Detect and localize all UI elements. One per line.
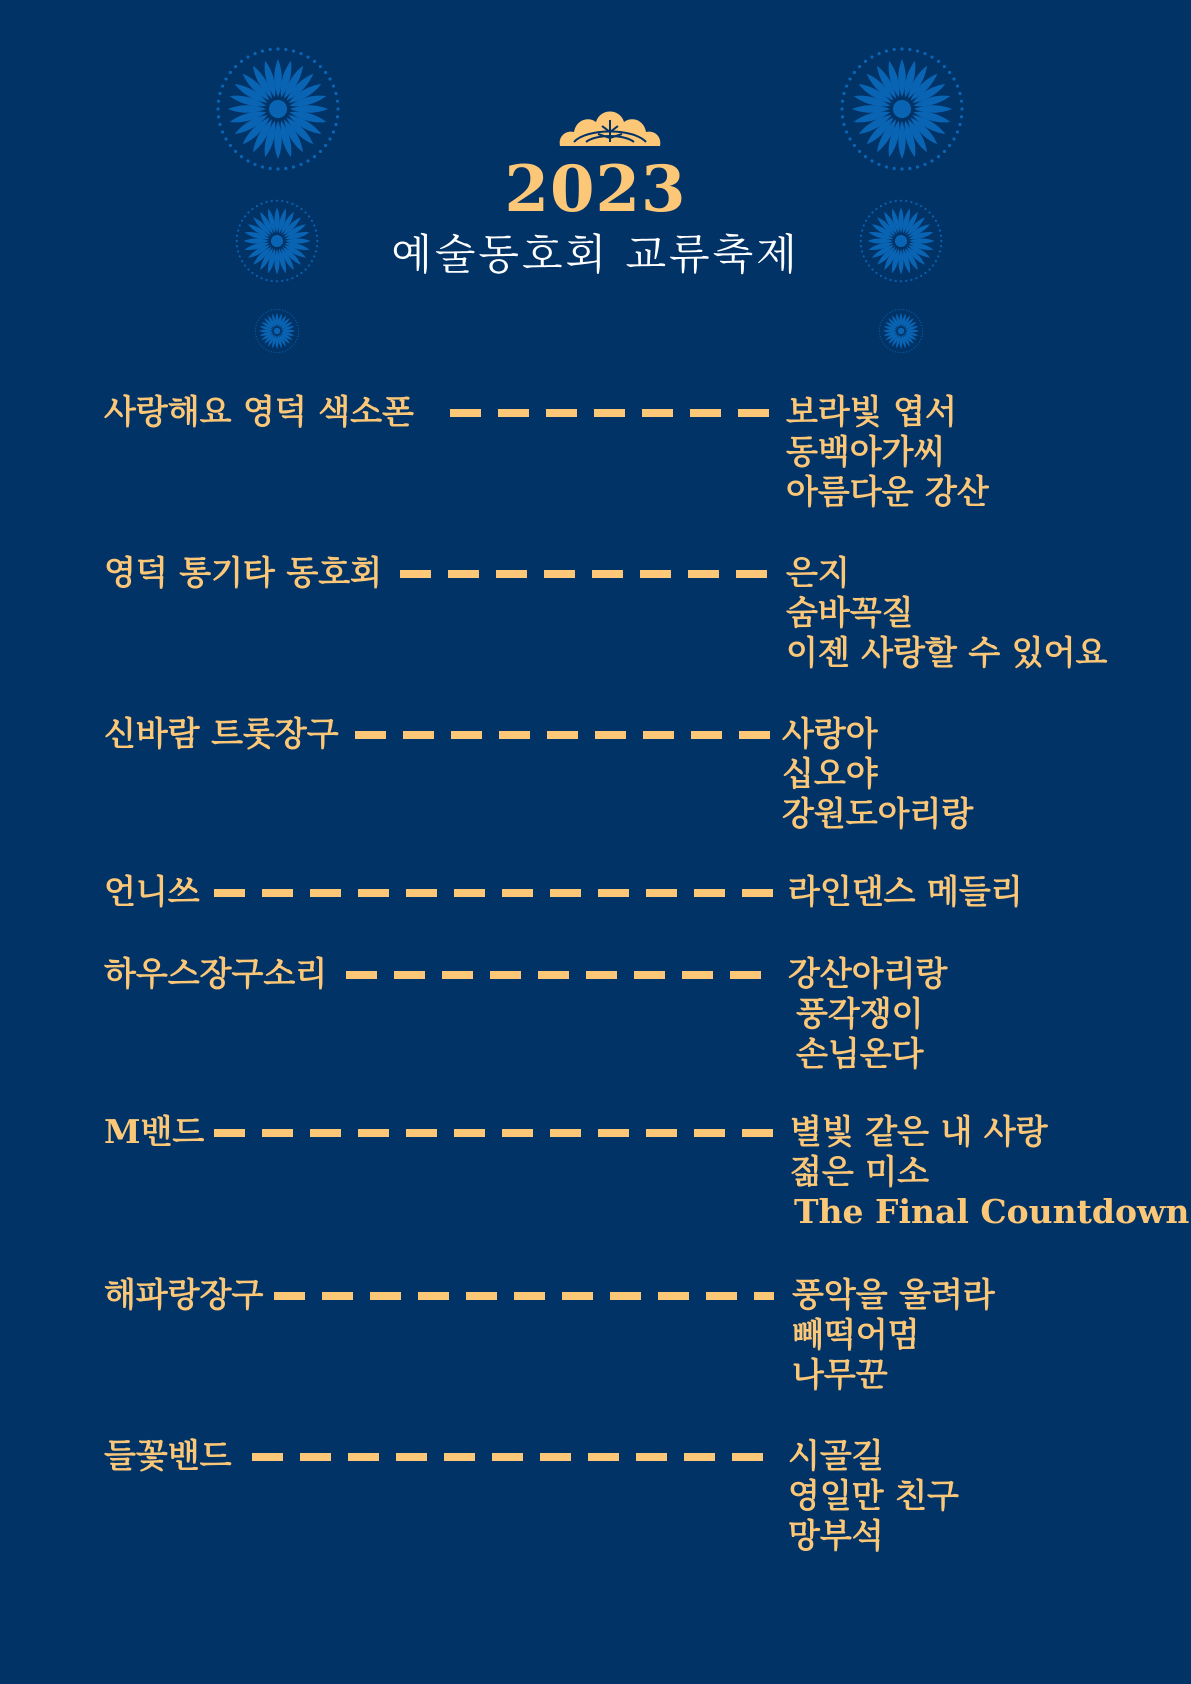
dashed-leader xyxy=(252,1453,770,1461)
song-title: 강산아리랑 xyxy=(788,954,948,993)
song-title: 동백아가씨 xyxy=(786,432,946,471)
song-list xyxy=(782,714,973,834)
team-name: 언니쓰 xyxy=(104,872,200,911)
song-title: 은지 xyxy=(786,553,850,592)
dashed-leader xyxy=(274,1292,774,1300)
song-title: 나무꾼 xyxy=(792,1355,888,1394)
song-title: 빼떡어멈 xyxy=(792,1315,920,1354)
team-name: 들꽃밴드 xyxy=(104,1436,232,1475)
team-name: M밴드 xyxy=(104,1112,205,1151)
team-name: 영덕 통기타 동호회 xyxy=(104,553,383,592)
song-list xyxy=(788,872,1023,912)
song-list xyxy=(788,954,947,1074)
dashed-leader xyxy=(346,971,770,979)
team-name: 해파랑장구 xyxy=(104,1275,264,1314)
song-title: 이젠 사랑할 수 있어요 xyxy=(786,633,1108,672)
song-title: 망부석 xyxy=(788,1516,884,1555)
dashed-leader xyxy=(355,731,770,739)
song-title: 보라빛 엽서 xyxy=(786,392,957,431)
team-name: 하우스장구소리 xyxy=(104,954,328,993)
dashed-leader xyxy=(450,409,770,417)
song-list xyxy=(786,392,989,512)
song-title: 손님온다 xyxy=(796,1034,924,1073)
team-name: 사랑해요 영덕 색소폰 xyxy=(104,392,414,431)
song-list xyxy=(790,1112,1189,1232)
dashed-leader xyxy=(400,570,770,578)
song-title: 라인댄스 메들리 xyxy=(788,872,1023,911)
song-title: 사랑아 xyxy=(782,714,878,753)
dashed-leader xyxy=(214,889,774,897)
dashed-leader xyxy=(214,1129,774,1137)
event-title: 예술동호회 교류축제 xyxy=(391,230,800,279)
song-list xyxy=(792,1275,995,1395)
song-title: 풍악을 울려라 xyxy=(792,1275,995,1314)
song-title: 숨바꼭질 xyxy=(786,593,914,632)
song-title: 풍각쟁이 xyxy=(796,994,924,1033)
song-title: 시골길 xyxy=(788,1436,884,1475)
event-year: 2023 xyxy=(504,152,687,227)
song-title: The Final Countdown xyxy=(794,1192,1190,1231)
team-name: 신바람 트롯장구 xyxy=(104,714,339,753)
song-title: 십오야 xyxy=(782,754,878,793)
song-title: 아름다운 강산 xyxy=(786,472,989,511)
song-list xyxy=(786,553,1107,673)
song-title: 강원도아리랑 xyxy=(782,794,974,833)
song-title: 영일만 친구 xyxy=(788,1476,959,1515)
song-list xyxy=(788,1436,959,1556)
song-title: 별빛 같은 내 사랑 xyxy=(790,1112,1048,1151)
song-title: 젊은 미소 xyxy=(790,1152,930,1191)
